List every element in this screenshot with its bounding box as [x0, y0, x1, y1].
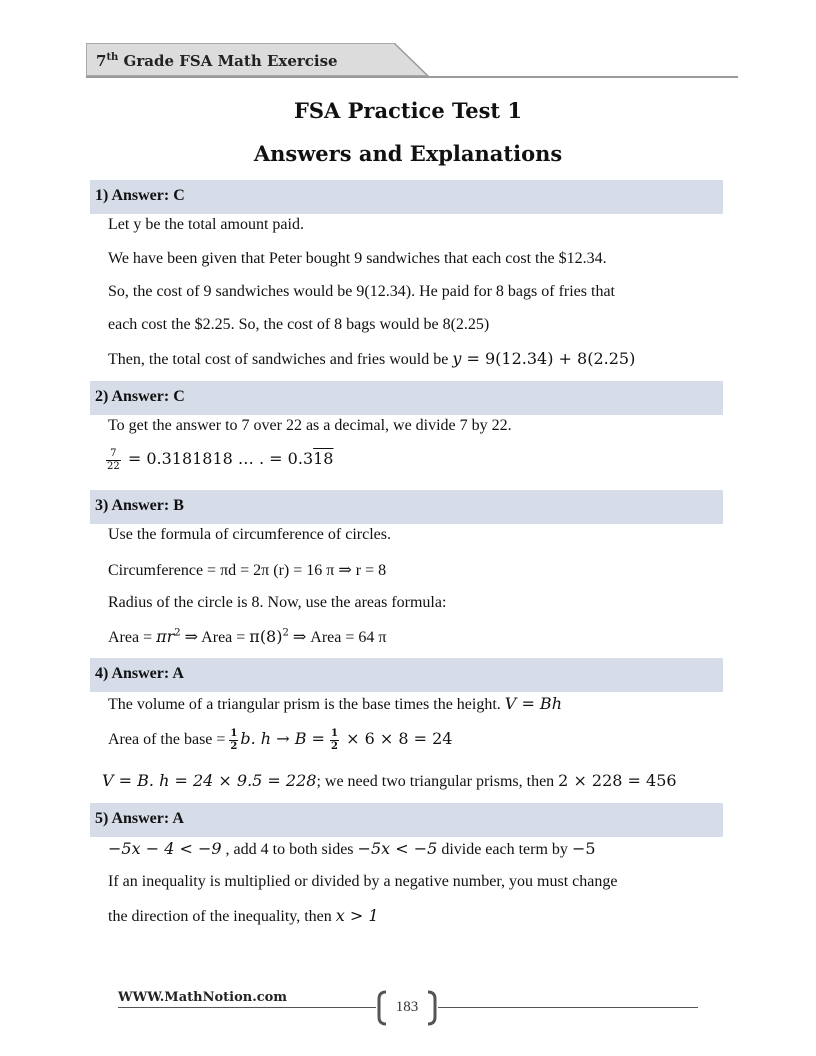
- answer-label-4: 4) Answer: A: [95, 665, 184, 682]
- page-subtitle: Answers and Explanations: [253, 141, 563, 166]
- answer-label-1: 1) Answer: C: [95, 187, 185, 204]
- answer-bar-5: [90, 803, 723, 837]
- q1-line-2: We have been given that Peter bought 9 sandwiches that each cost the $12.34.: [108, 250, 607, 267]
- fraction-7-22: $\frac{7}{22}$: [107, 448, 120, 472]
- q5-line-1: −5x − 4 < −9 , add 4 to both sides −5x < −5 divide each term by −5: [108, 839, 596, 858]
- answer-label-5: 5) Answer: A: [95, 810, 184, 827]
- q1-line-4: each cost the $2.25. So, the cost of 8 bags would be 8(2.25): [108, 316, 490, 333]
- header-rule: [86, 76, 738, 78]
- q4-line-3: V = B. h = 24 × 9.5 = 228; we need two triangular prisms, then 2 × 228 = 456: [102, 771, 677, 790]
- page-title: FSA Practice Test 1: [293, 98, 523, 123]
- footer-website: WWW.MathNotion.com: [118, 990, 288, 1005]
- q5-line-3: the direction of the inequality, then x > 1: [108, 906, 379, 925]
- q4-line-2: Area of the base = $\frac{1}{2}$ b. h → B = $\frac{1}{2}$ × 6 × 8 = 24: [108, 728, 453, 752]
- q1-line-3: So, the cost of 9 sandwiches would be 9(12.34). He paid for 8 bags of fries that: [108, 283, 615, 300]
- q2-line-1: To get the answer to 7 over 22 as a decimal, we divide 7 by 22.: [108, 417, 512, 434]
- q4-line-1: The volume of a triangular prism is the base times the height. V = Bh: [108, 694, 562, 713]
- q2-line-2: $\frac{7}{22}$ = 0.3181818 … . = 0.318: [107, 448, 334, 472]
- header-title: 7th Grade FSA Math Exercise: [96, 52, 338, 70]
- answer-bar-4: [90, 658, 723, 692]
- page-number: 183: [395, 999, 419, 1015]
- answer-label-3: 3) Answer: B: [95, 497, 184, 514]
- q3-line-1: Use the formula of circumference of circles.: [108, 526, 391, 543]
- q3-line-3: Radius of the circle is 8. Now, use the areas formula:: [108, 594, 447, 611]
- fraction-half-2: $\frac{1}{2}$: [331, 728, 338, 752]
- answer-bar-2: [90, 381, 723, 415]
- q1-line-5: Then, the total cost of sandwiches and fries would be y = 9(12.34) + 8(2.25): [108, 349, 636, 368]
- q3-line-2: Circumference = πd = 2π (r) = 16 π ⇒ r = 8: [108, 562, 387, 579]
- answer-label-2: 2) Answer: C: [95, 388, 185, 405]
- answer-bar-1: [90, 180, 723, 214]
- q3-line-4: Area = $\pi r^2$ ⇒ Area = $\pi(8)^2$ ⇒ Area = 64 π: [108, 627, 387, 646]
- q1-line-1: Let y be the total amount paid.: [108, 216, 304, 233]
- q5-line-2: If an inequality is multiplied or divided by a negative number, you must change: [108, 873, 618, 890]
- fraction-half-1: $\frac{1}{2}$: [230, 728, 238, 752]
- answer-bar-3: [90, 490, 723, 524]
